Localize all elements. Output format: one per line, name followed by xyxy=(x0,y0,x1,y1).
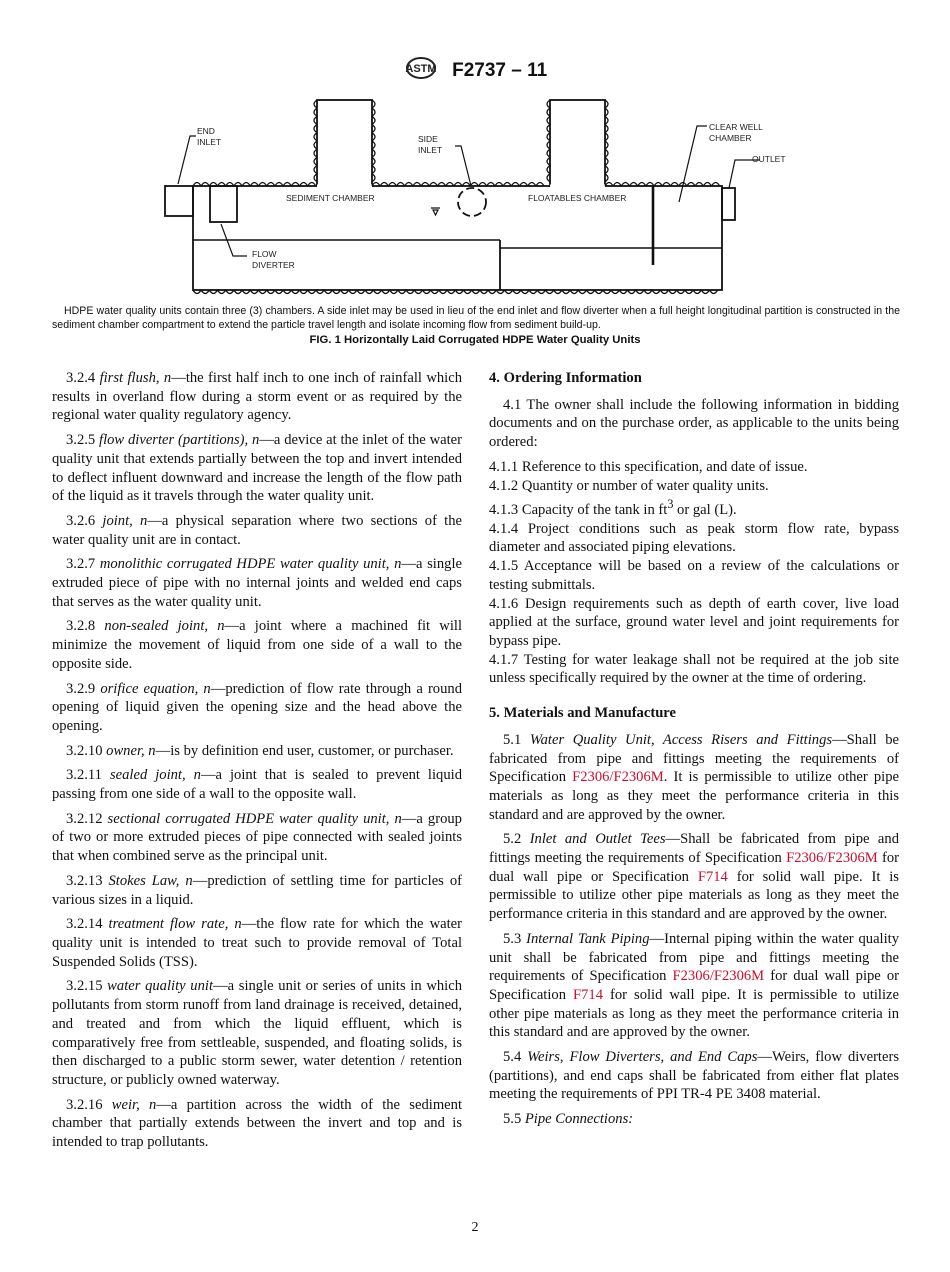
term: Weirs, Flow Diverters, and End Caps xyxy=(527,1049,758,1066)
text-run: —a partition across the width of the sediment chamber that partially extends between the invert and top and is intended to trap pollutants. xyxy=(52,1096,462,1151)
paragraph xyxy=(52,680,462,736)
paragraph xyxy=(489,1110,899,1129)
text-run: —Weirs, flow diverters (partitions), and end caps shall be fabricated from either flat plates meeting the requirements of PPI TR-4 PE 3408 material. xyxy=(489,1049,900,1103)
text-run: 4.1.1 Reference to this specification, and date of issue. xyxy=(489,458,808,475)
text-run: 3.2.12 xyxy=(66,810,108,827)
text-run: —Internal piping within the water quality unit shall be fabricated from pipe and fittings meeting the requirements of Specification xyxy=(489,930,900,985)
text-run: 3.2.15 xyxy=(66,978,108,995)
text-run: 3.2.14 xyxy=(66,916,109,933)
tank-body xyxy=(193,186,722,290)
term: first flush, n xyxy=(99,370,172,386)
text-run: 4.1.2 Quantity or number of water quality units. xyxy=(489,477,769,494)
text-run: 3.2.7 xyxy=(66,556,100,573)
label-clear-well: CLEAR WELL xyxy=(709,122,763,132)
term: non-sealed joint, n xyxy=(104,618,225,635)
spec-link[interactable]: F714 xyxy=(697,868,728,885)
corrugation xyxy=(605,183,720,187)
right-access-riser xyxy=(550,100,605,186)
text-run: 3 xyxy=(667,497,674,512)
text-run: 4.1.6 Design requirements such as depth of earth cover, live load applied at the surface, ground water level and joint requirements for bypass pipe. xyxy=(489,595,899,649)
term: monolithic corrugated HDPE water quality unit, n xyxy=(99,556,402,573)
term: owner, n xyxy=(106,742,156,759)
end-inlet-pipe xyxy=(165,186,193,216)
side-inlet-circle xyxy=(458,188,486,216)
paragraph xyxy=(489,651,899,688)
text-run: —Shall be fabricated from pipe and fittings meeting the requirements of Specification xyxy=(489,731,900,786)
term: water quality unit xyxy=(107,978,214,995)
term: Water Quality Unit, Access Risers and Fittings xyxy=(529,731,833,748)
leader-lines xyxy=(178,126,760,256)
term: Stokes Law, n xyxy=(108,872,193,889)
label-flow-diverter: FLOW xyxy=(252,249,277,259)
text-run: 5.1 xyxy=(503,731,530,748)
text-run: —a single extruded piece of pipe with no internal joints and welded end caps that serves as the water quality unit. xyxy=(52,556,462,610)
text-run: 3.2.9 xyxy=(66,680,101,697)
text-run: 3.2.4 xyxy=(66,370,100,386)
right-column xyxy=(489,369,899,1135)
paragraph xyxy=(52,555,462,611)
paragraph xyxy=(489,477,899,496)
paragraph xyxy=(489,396,899,452)
left-column xyxy=(52,369,462,1158)
text-run: or gal (L). xyxy=(673,502,737,519)
text-run: 3.2.10 xyxy=(66,742,107,759)
term: Inlet and Outlet Tees xyxy=(529,831,666,848)
text-run: for dual wall pipe or Specification xyxy=(489,850,899,885)
spec-link[interactable]: F2306/F2306M xyxy=(672,968,765,985)
text-run: 5.5 xyxy=(503,1111,525,1128)
page-number: 2 xyxy=(471,1220,479,1235)
paragraph xyxy=(489,1048,899,1104)
paragraph xyxy=(52,742,462,761)
text-run: 5.2 xyxy=(503,831,530,848)
text-run: 5. Materials and Manufacture xyxy=(489,705,676,722)
paragraph xyxy=(52,512,462,549)
text-run: 3.2.13 xyxy=(66,872,109,889)
label-side-inlet: SIDE xyxy=(418,134,438,144)
text-run: —is by definition end user, customer, or purchaser. xyxy=(155,742,454,759)
paragraph xyxy=(489,731,899,825)
paragraph xyxy=(489,458,899,477)
text-run: 4.1.5 Acceptance will be based on a review of the calculations or testing submittals. xyxy=(489,558,899,593)
text-run: —prediction of flow rate through a round opening of liquid given the opening size and the head above the opening. xyxy=(52,680,462,734)
text-run: 3.2.6 xyxy=(66,512,103,529)
paragraph xyxy=(489,557,899,594)
text-run: —a joint where a machined fit will minimize the movement of liquid from one side of a wall to the opposite side. xyxy=(52,618,463,672)
paragraph xyxy=(489,930,899,1042)
page-header xyxy=(0,56,950,86)
term: Internal Tank Piping xyxy=(526,930,650,947)
paragraph xyxy=(489,520,899,557)
term: sectional corrugated HDPE water quality unit, n xyxy=(107,810,402,827)
label-clear-well-2: CHAMBER xyxy=(709,133,752,143)
text-run: 4.1 The owner shall include the following information in bidding documents and on the purchase order, as applicable to the units being ordered: xyxy=(489,396,899,451)
text-run: —a device at the inlet of the water quality unit that extends partially between the top and invert intended to deflect influent downward and increase the length of the flow path of the liquid as it travels through the water quality unit. xyxy=(52,432,462,505)
term: joint, n xyxy=(102,512,148,529)
text-run: —the flow rate for which the water quality unit is intended to treat such to provide removal of Total Suspended Solids (TSS). xyxy=(52,916,462,970)
label-side-inlet-2: INLET xyxy=(418,145,443,155)
text-run: 4.1.7 Testing for water leakage shall not be required at the job site unless specifically required by the owner at the time of ordering. xyxy=(489,651,899,687)
text-run: —a physical separation where two sections of the water quality unit are in contact. xyxy=(52,512,462,548)
text-run: —a joint that is sealed to prevent liquid passing from one side of a wall to the opposite wall. xyxy=(52,767,462,803)
paragraph xyxy=(52,431,462,506)
text-run: 5.4 xyxy=(503,1049,528,1066)
label-end-inlet-2: INLET xyxy=(197,137,222,147)
paragraph xyxy=(489,595,899,651)
paragraph xyxy=(489,495,899,520)
left-access-riser xyxy=(317,100,372,186)
paragraph xyxy=(52,915,462,971)
text-run: —prediction of settling time for particles of various sizes in a liquid. xyxy=(52,872,462,908)
label-sediment-chamber: SEDIMENT CHAMBER xyxy=(286,193,375,203)
section-heading xyxy=(489,704,899,723)
paragraph xyxy=(52,872,462,909)
label-floatables-chamber: FLOATABLES CHAMBER xyxy=(528,193,627,203)
spec-link[interactable]: F2306/F2306M xyxy=(786,850,878,867)
text-run: 3.2.8 xyxy=(66,618,105,635)
figure-title: FIG. 1 Horizontally Laid Corrugated HDPE Water Quality Units xyxy=(309,334,641,346)
figure-caption xyxy=(52,305,900,332)
paragraph xyxy=(52,766,462,803)
text-run: 4.1.3 Capacity of the tank in ft xyxy=(489,502,668,519)
spec-link[interactable]: F714 xyxy=(573,986,604,1003)
text-run: 5.3 xyxy=(503,930,527,947)
water-level-symbol xyxy=(431,208,440,215)
label-end-inlet: END xyxy=(197,126,215,136)
term: flow diverter (partitions), n xyxy=(99,432,260,449)
paragraph xyxy=(52,810,462,866)
paragraph xyxy=(52,977,462,1089)
text-run: 3.2.5 xyxy=(66,432,100,449)
spec-link[interactable]: F2306/F2306M xyxy=(572,769,664,786)
standard-designation: F2737 – 11 xyxy=(452,60,548,82)
text-run: —the first half inch to one inch of rainfall which results in overland flow during a storm event or as required by the regional water quality regulatory agency. xyxy=(52,370,462,424)
text-run: 3.2.16 xyxy=(66,1096,112,1113)
text-run: 3.2.11 xyxy=(66,767,110,784)
term: weir, n xyxy=(111,1096,157,1113)
term: sealed joint, n xyxy=(109,767,201,784)
text-run: for dual wall pipe or Specification xyxy=(489,968,899,1003)
paragraph xyxy=(52,617,462,673)
term: orifice equation, n xyxy=(100,680,211,697)
section-heading xyxy=(489,369,899,388)
svg-text:ASTM: ASTM xyxy=(405,63,437,75)
text-run: . It is permissible to utilize other pipe materials as long as they meet the performance criteria in this standard and are approved by the owner. xyxy=(489,769,899,823)
label-flow-diverter-2: DIVERTER xyxy=(252,260,295,270)
paragraph xyxy=(52,1096,462,1152)
text-run: —Shall be fabricated from pipe and fittings meeting the requirements of Specification xyxy=(489,831,899,867)
figure-1-diagram xyxy=(0,90,950,305)
text-run: for solid wall pipe. It is permissible to utilize other pipe materials as long as they meet the performance criteria in this standard and are approved by the owner. xyxy=(489,986,899,1041)
text-run: —a single unit or series of units in which pollutants from storm runoff from land drainage is received, detained, and treated and from which the liquid effluent, which is comparatively free from settleable, suspended, and floating solids, is then discharged to a public storm sewer, water detention / retention structure, or publicly owned waterway. xyxy=(52,978,463,1088)
paragraph xyxy=(52,369,462,425)
text-run: for solid wall pipe. It is permissible to utilize other pipe materials as long as they meet the performance criteria in this standard and are approved by the owner. xyxy=(489,868,899,923)
text-run: —a group of two or more extruded pieces of pipe connected with sealed joints that when combined serve as the principal unit. xyxy=(52,810,462,865)
term: treatment flow rate, n xyxy=(108,916,242,933)
label-outlet: OUTLET xyxy=(752,154,786,164)
text-run: 4. Ordering Information xyxy=(489,370,642,386)
astm-logo xyxy=(403,56,439,86)
paragraph xyxy=(489,830,899,924)
caption-text: HDPE water quality units contain three (3) chambers. A side inlet may be used in lieu of the end inlet and flow diverter when a full height longitudinal partition is constructed in the sediment chamber compartment to extend the particle travel length and isolate incoming flow from sediment build-up. xyxy=(52,305,900,331)
flow-diverter xyxy=(210,186,237,222)
text-run: 4.1.4 Project conditions such as peak storm flow rate, bypass diameter and associated piping elevations. xyxy=(489,520,899,556)
outlet-pipe xyxy=(722,188,735,220)
term: Pipe Connections: xyxy=(524,1111,634,1128)
